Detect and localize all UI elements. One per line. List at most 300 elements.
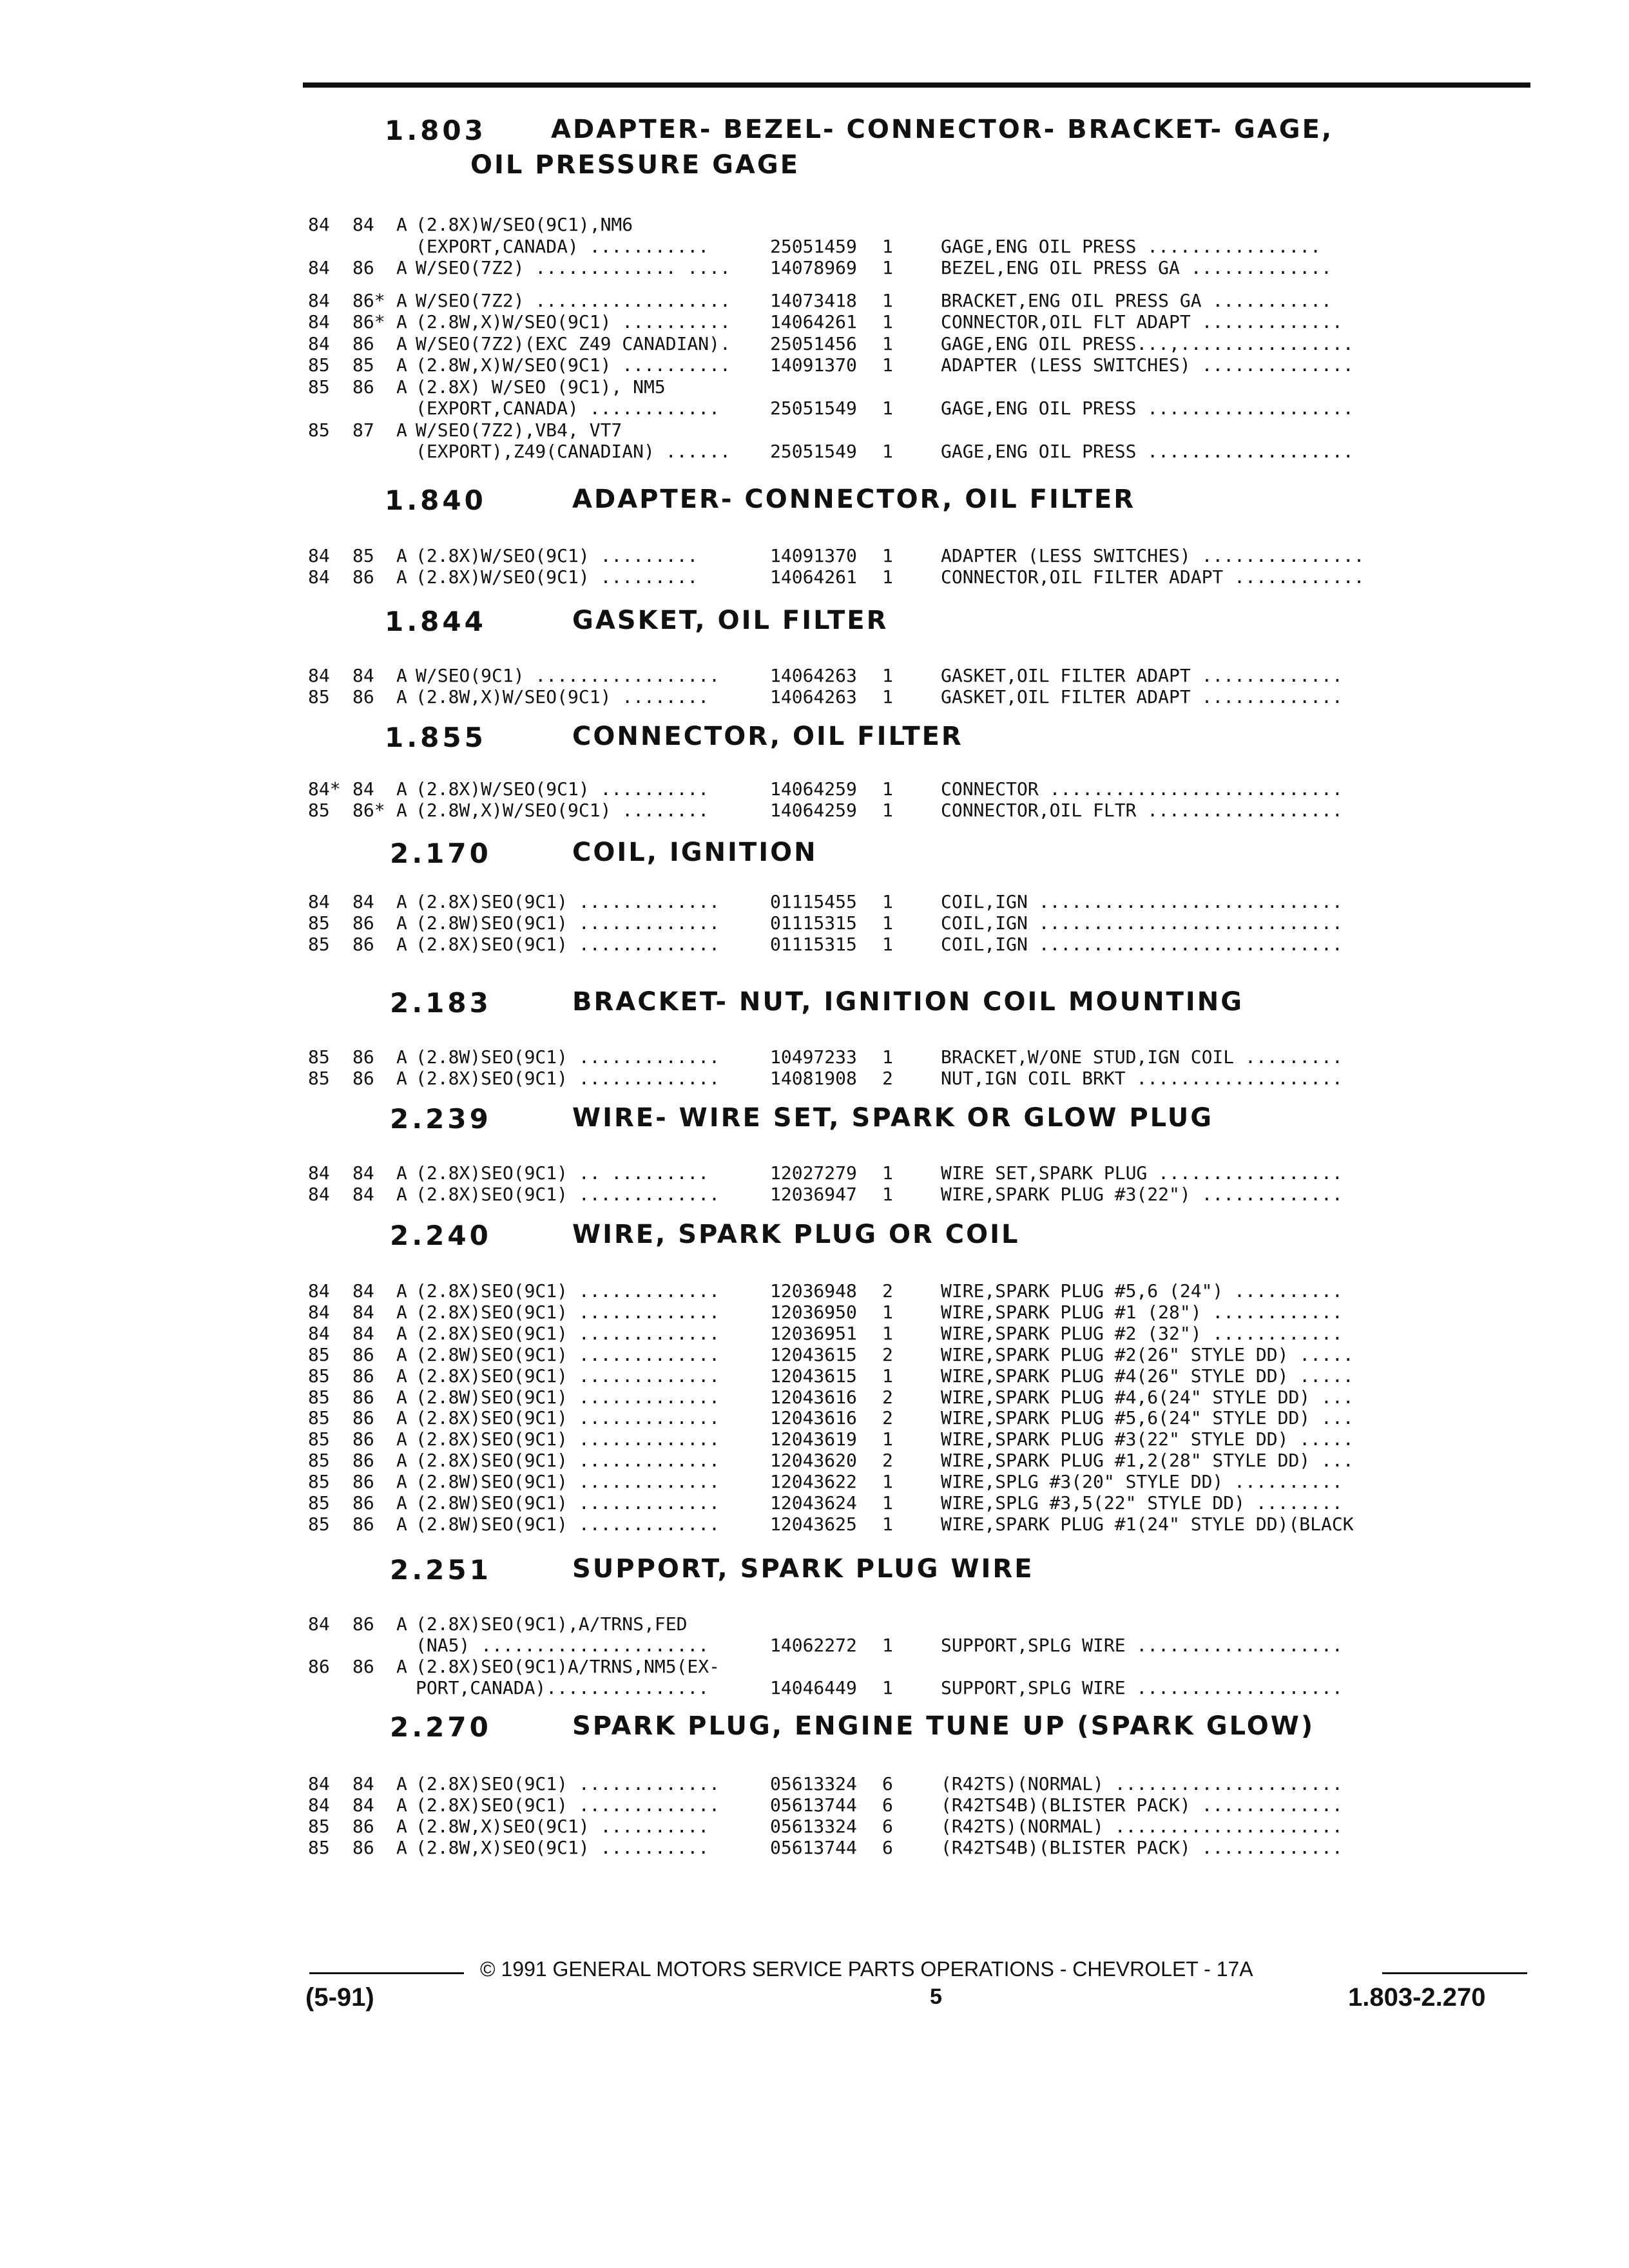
year-from: 84 xyxy=(308,1323,330,1344)
quantity: 1 xyxy=(882,912,893,934)
usage-code: A xyxy=(396,1794,407,1816)
parts-row xyxy=(0,291,1629,311)
section-number: 2.240 xyxy=(390,1220,492,1251)
parts-row xyxy=(0,312,1629,332)
part-name: WIRE,SPARK PLUG #5,6 (24") .......... xyxy=(941,1281,1343,1302)
year-from: 86 xyxy=(308,1656,330,1677)
year-from: 84 xyxy=(308,1773,330,1794)
usage-description: (2.8X)SEO(9C1),A/TRNS,FED xyxy=(416,1614,688,1635)
quantity: 2 xyxy=(882,1450,893,1471)
usage-description: (2.8X)SEO(9C1) ............. xyxy=(416,1302,720,1323)
part-number: 14064259 xyxy=(770,778,857,800)
quantity: 6 xyxy=(882,1837,893,1858)
quantity: 1 xyxy=(882,398,893,419)
usage-description: (2.8W,X)W/SEO(9C1) ........ xyxy=(416,687,709,707)
section-title: SUPPORT, SPARK PLUG WIRE xyxy=(572,1554,1034,1584)
parts-row xyxy=(0,1184,1629,1205)
part-number: 12043625 xyxy=(770,1514,857,1535)
parts-row xyxy=(0,1657,1629,1677)
year-from: 84 xyxy=(308,1302,330,1323)
usage-code: A xyxy=(396,665,407,686)
usage-description: (2.8W)SEO(9C1) ............. xyxy=(416,1345,720,1365)
quantity: 1 xyxy=(882,333,893,354)
usage-description: (2.8W,X)W/SEO(9C1) .......... xyxy=(416,312,731,332)
parts-row xyxy=(0,1678,1629,1698)
usage-code: A xyxy=(396,1613,407,1635)
part-number: 12043624 xyxy=(770,1492,857,1514)
part-name: CONNECTOR ........................... xyxy=(941,779,1343,800)
section-title: WIRE- WIRE SET, SPARK OR GLOW PLUG xyxy=(572,1103,1214,1133)
quantity: 1 xyxy=(882,778,893,800)
parts-row xyxy=(0,1366,1629,1387)
year-from: 85 xyxy=(308,1407,330,1428)
quantity: 1 xyxy=(882,665,893,686)
year-from: 85 xyxy=(308,1046,330,1068)
year-to: 86 xyxy=(352,376,374,398)
section-number: 2.239 xyxy=(390,1103,492,1135)
part-name: GASKET,OIL FILTER ADAPT ............. xyxy=(941,687,1343,707)
usage-code: A xyxy=(396,1837,407,1858)
usage-description: (2.8X)SEO(9C1) ............. xyxy=(416,1450,720,1471)
year-to: 86 xyxy=(352,1492,374,1514)
usage-description: (2.8W)SEO(9C1) ............. xyxy=(416,1472,720,1492)
usage-description: (2.8W)SEO(9C1) ............. xyxy=(416,1493,720,1514)
parts-row xyxy=(0,398,1629,419)
section-number: 1.803 xyxy=(385,115,487,146)
usage-description: W/SEO(7Z2)(EXC Z49 CANADIAN). xyxy=(416,334,731,354)
usage-code: A xyxy=(396,1280,407,1302)
parts-row xyxy=(0,1472,1629,1492)
usage-code: A xyxy=(396,1162,407,1184)
year-to: 84 xyxy=(352,1794,374,1816)
year-to: 86 xyxy=(352,566,374,588)
year-to: 85 xyxy=(352,354,374,376)
quantity: 1 xyxy=(882,1323,893,1344)
footer-rule-right xyxy=(1382,1972,1527,1974)
usage-code: A xyxy=(396,1471,407,1492)
usage-code: A xyxy=(396,1407,407,1428)
usage-description: (EXPORT,CANADA) ............ xyxy=(416,398,720,419)
year-to: 86 xyxy=(352,1387,374,1408)
part-name: BEZEL,ENG OIL PRESS GA ............. xyxy=(941,258,1332,278)
section-title: GASKET, OIL FILTER xyxy=(572,606,889,635)
year-to: 84 xyxy=(352,891,374,912)
usage-description: (2.8X)SEO(9C1) ............. xyxy=(416,1429,720,1450)
parts-row xyxy=(0,1408,1629,1428)
part-number: 01115455 xyxy=(770,891,857,912)
usage-code: A xyxy=(396,545,407,566)
usage-code: A xyxy=(396,419,407,441)
year-to: 84 xyxy=(352,778,374,800)
usage-description: (2.8X)SEO(9C1)A/TRNS,NM5(EX- xyxy=(416,1657,720,1677)
part-number: 12043616 xyxy=(770,1407,857,1428)
footer-date: (5-91) xyxy=(305,1983,374,2012)
part-number: 12043622 xyxy=(770,1471,857,1492)
part-number: 14064261 xyxy=(770,311,857,332)
year-to: 84 xyxy=(352,214,374,235)
year-from: 85 xyxy=(308,1428,330,1450)
usage-description: (2.8X)W/SEO(9C1),NM6 xyxy=(416,215,633,235)
year-to: 86 xyxy=(352,1046,374,1068)
year-to: 86 xyxy=(352,1613,374,1635)
part-name: BRACKET,ENG OIL PRESS GA ........... xyxy=(941,291,1332,311)
quantity: 1 xyxy=(882,1162,893,1184)
part-name: GAGE,ENG OIL PRESS ................ xyxy=(941,236,1322,257)
year-from: 84 xyxy=(308,1794,330,1816)
part-number: 10497233 xyxy=(770,1046,857,1068)
section-title: WIRE, SPARK PLUG OR COIL xyxy=(572,1220,1020,1249)
section-number: 2.270 xyxy=(390,1711,492,1743)
part-number: 05613744 xyxy=(770,1837,857,1858)
parts-row xyxy=(0,934,1629,955)
usage-code: A xyxy=(396,1344,407,1365)
part-number: 14091370 xyxy=(770,354,857,376)
parts-row xyxy=(0,1345,1629,1365)
section-title: ADAPTER- CONNECTOR, OIL FILTER xyxy=(572,485,1136,514)
usage-description: (2.8X)SEO(9C1) ............. xyxy=(416,934,720,955)
quantity: 1 xyxy=(882,1365,893,1387)
usage-description: (EXPORT),Z49(CANADIAN) ...... xyxy=(416,441,731,462)
part-number: 25051549 xyxy=(770,398,857,419)
part-number: 14078969 xyxy=(770,257,857,278)
year-to: 86 xyxy=(352,1365,374,1387)
year-from: 85 xyxy=(308,686,330,707)
part-number: 05613324 xyxy=(770,1816,857,1837)
part-number: 12027279 xyxy=(770,1162,857,1184)
year-to: 86 xyxy=(352,1656,374,1677)
quantity: 1 xyxy=(882,1184,893,1205)
year-to: 86 xyxy=(352,934,374,955)
usage-code: A xyxy=(396,912,407,934)
part-number: 25051459 xyxy=(770,236,857,257)
quantity: 6 xyxy=(882,1816,893,1837)
parts-row xyxy=(0,1047,1629,1068)
parts-row xyxy=(0,258,1629,278)
year-to: 86 xyxy=(352,912,374,934)
year-from: 84 xyxy=(308,1613,330,1635)
year-to: 84 xyxy=(352,1323,374,1344)
parts-row xyxy=(0,1816,1629,1837)
usage-code: A xyxy=(396,290,407,311)
part-name: WIRE,SPARK PLUG #3(22" STYLE DD) ..... xyxy=(941,1429,1354,1450)
part-name: COIL,IGN ............................ xyxy=(941,934,1343,955)
usage-description: (2.8W)SEO(9C1) ............. xyxy=(416,913,720,934)
part-number: 12043615 xyxy=(770,1344,857,1365)
quantity: 1 xyxy=(882,891,893,912)
year-to: 84 xyxy=(352,1302,374,1323)
part-number: 14062272 xyxy=(770,1635,857,1656)
year-to: 86 xyxy=(352,333,374,354)
usage-code: A xyxy=(396,333,407,354)
year-to: 86* xyxy=(352,290,385,311)
part-number: 14091370 xyxy=(770,545,857,566)
part-name: WIRE,SPLG #3(20" STYLE DD) .......... xyxy=(941,1472,1343,1492)
quantity: 1 xyxy=(882,1302,893,1323)
part-name: WIRE,SPARK PLUG #5,6(24" STYLE DD) ... xyxy=(941,1408,1354,1428)
year-from: 85 xyxy=(308,1514,330,1535)
usage-description: W/SEO(7Z2) ............. .... xyxy=(416,258,731,278)
parts-row xyxy=(0,1302,1629,1323)
part-name: WIRE,SPARK PLUG #4(26" STYLE DD) ..... xyxy=(941,1366,1354,1387)
quantity: 2 xyxy=(882,1280,893,1302)
footer-page-number: 5 xyxy=(930,1984,942,2009)
usage-description: (2.8W,X)SEO(9C1) .......... xyxy=(416,1838,709,1858)
part-number: 12043615 xyxy=(770,1365,857,1387)
usage-code: A xyxy=(396,1492,407,1514)
usage-code: A xyxy=(396,257,407,278)
year-to: 86 xyxy=(352,1816,374,1837)
part-number: 14081908 xyxy=(770,1068,857,1089)
part-name: SUPPORT,SPLG WIRE ................... xyxy=(941,1678,1343,1698)
year-to: 86 xyxy=(352,1450,374,1471)
usage-code: A xyxy=(396,1387,407,1408)
parts-row xyxy=(0,236,1629,257)
quantity: 6 xyxy=(882,1794,893,1816)
usage-description: (2.8W,X)W/SEO(9C1) .......... xyxy=(416,355,731,376)
year-from: 85 xyxy=(308,1816,330,1837)
year-to: 86 xyxy=(352,1428,374,1450)
quantity: 1 xyxy=(882,1514,893,1535)
usage-description: (2.8W)SEO(9C1) ............. xyxy=(416,1387,720,1408)
footer-range: 1.803-2.270 xyxy=(1348,1983,1486,2012)
usage-description: (2.8X)SEO(9C1) ............. xyxy=(416,1408,720,1428)
usage-code: A xyxy=(396,1428,407,1450)
year-from: 85 xyxy=(308,934,330,955)
part-name: (R42TS4B)(BLISTER PACK) ............. xyxy=(941,1838,1343,1858)
part-name: CONNECTOR,OIL FLTR .................. xyxy=(941,800,1343,821)
part-name: GAGE,ENG OIL PRESS ................... xyxy=(941,398,1354,419)
usage-code: A xyxy=(396,1656,407,1677)
usage-description: W/SEO(9C1) ................. xyxy=(416,666,720,686)
year-to: 86 xyxy=(352,1514,374,1535)
part-name: CONNECTOR,OIL FILTER ADAPT ............ xyxy=(941,567,1365,588)
parts-row xyxy=(0,666,1629,686)
parts-row xyxy=(0,546,1629,566)
part-name: NUT,IGN COIL BRKT ................... xyxy=(941,1068,1343,1089)
year-to: 85 xyxy=(352,545,374,566)
part-number: 12043616 xyxy=(770,1387,857,1408)
year-to: 86 xyxy=(352,686,374,707)
usage-description: (2.8X)SEO(9C1) .. ......... xyxy=(416,1163,709,1184)
parts-row xyxy=(0,1068,1629,1089)
part-number: 14064263 xyxy=(770,665,857,686)
quantity: 2 xyxy=(882,1068,893,1089)
usage-description: (2.8X) W/SEO (9C1), NM5 xyxy=(416,377,666,398)
section-title: BRACKET- NUT, IGNITION COIL MOUNTING xyxy=(572,987,1244,1017)
usage-description: (EXPORT,CANADA) ........... xyxy=(416,236,709,257)
part-name: CONNECTOR,OIL FLT ADAPT ............. xyxy=(941,312,1343,332)
usage-code: A xyxy=(396,311,407,332)
part-name: WIRE,SPARK PLUG #4,6(24" STYLE DD) ... xyxy=(941,1387,1354,1408)
part-name: GAGE,ENG OIL PRESS ................... xyxy=(941,441,1354,462)
quantity: 1 xyxy=(882,1046,893,1068)
quantity: 1 xyxy=(882,545,893,566)
parts-row xyxy=(0,215,1629,235)
parts-row xyxy=(0,567,1629,588)
parts-row xyxy=(0,420,1629,441)
year-from: 85 xyxy=(308,354,330,376)
quantity: 1 xyxy=(882,290,893,311)
usage-description: (2.8X)SEO(9C1) ............. xyxy=(416,1068,720,1089)
part-number: 14064259 xyxy=(770,800,857,821)
quantity: 6 xyxy=(882,1773,893,1794)
usage-code: A xyxy=(396,214,407,235)
part-number: 14046449 xyxy=(770,1677,857,1698)
year-from: 84 xyxy=(308,566,330,588)
part-name: WIRE,SPARK PLUG #1,2(28" STYLE DD) ... xyxy=(941,1450,1354,1471)
year-to: 86* xyxy=(352,311,385,332)
year-from: 85 xyxy=(308,1450,330,1471)
section-number: 1.855 xyxy=(385,722,487,753)
usage-description: (2.8X)SEO(9C1) ............. xyxy=(416,1184,720,1205)
usage-code: A xyxy=(396,1184,407,1205)
usage-code: A xyxy=(396,1514,407,1535)
year-from: 84 xyxy=(308,545,330,566)
usage-description: (2.8W)SEO(9C1) ............. xyxy=(416,1514,720,1535)
usage-code: A xyxy=(396,800,407,821)
part-name: BRACKET,W/ONE STUD,IGN COIL ......... xyxy=(941,1047,1343,1068)
parts-row xyxy=(0,687,1629,707)
part-number: 12036948 xyxy=(770,1280,857,1302)
parts-row xyxy=(0,1514,1629,1535)
quantity: 1 xyxy=(882,686,893,707)
usage-code: A xyxy=(396,1773,407,1794)
part-number: 12043619 xyxy=(770,1428,857,1450)
year-to: 86 xyxy=(352,1407,374,1428)
usage-description: (2.8X)SEO(9C1) ............. xyxy=(416,1795,720,1816)
quantity: 1 xyxy=(882,236,893,257)
parts-row xyxy=(0,441,1629,462)
part-name: (R42TS)(NORMAL) ..................... xyxy=(941,1774,1343,1794)
quantity: 1 xyxy=(882,934,893,955)
parts-row xyxy=(0,779,1629,800)
year-from: 85 xyxy=(308,1387,330,1408)
usage-description: (2.8W,X)SEO(9C1) .......... xyxy=(416,1816,709,1837)
part-number: 25051456 xyxy=(770,333,857,354)
year-from: 84 xyxy=(308,311,330,332)
usage-code: A xyxy=(396,1816,407,1837)
parts-row xyxy=(0,892,1629,912)
year-from: 84 xyxy=(308,333,330,354)
part-name: COIL,IGN ............................ xyxy=(941,913,1343,934)
usage-description: (2.8W)SEO(9C1) ............. xyxy=(416,1047,720,1068)
section-number: 2.251 xyxy=(390,1554,492,1586)
quantity: 2 xyxy=(882,1344,893,1365)
parts-row xyxy=(0,1281,1629,1302)
section-number: 1.844 xyxy=(385,606,487,637)
usage-code: A xyxy=(396,1323,407,1344)
year-to: 86 xyxy=(352,1837,374,1858)
quantity: 2 xyxy=(882,1407,893,1428)
part-number: 14064261 xyxy=(770,566,857,588)
year-from: 85 xyxy=(308,1344,330,1365)
usage-code: A xyxy=(396,1068,407,1089)
part-name: WIRE,SPARK PLUG #1(24" STYLE DD)(BLACK xyxy=(941,1514,1354,1535)
part-name: WIRE,SPARK PLUG #1 (28") ............ xyxy=(941,1302,1343,1323)
quantity: 1 xyxy=(882,354,893,376)
usage-description: (2.8X)SEO(9C1) ............. xyxy=(416,1281,720,1302)
usage-description: W/SEO(7Z2) .................. xyxy=(416,291,731,311)
year-to: 84 xyxy=(352,1280,374,1302)
year-from: 84 xyxy=(308,257,330,278)
year-to: 86 xyxy=(352,1471,374,1492)
usage-description: (2.8X)W/SEO(9C1) ......... xyxy=(416,546,699,566)
usage-code: A xyxy=(396,1046,407,1068)
part-number: 12036951 xyxy=(770,1323,857,1344)
section-number: 1.840 xyxy=(385,485,487,516)
year-to: 84 xyxy=(352,665,374,686)
usage-description: (2.8X)W/SEO(9C1) ......... xyxy=(416,567,699,588)
section-number: 2.170 xyxy=(390,838,492,869)
quantity: 1 xyxy=(882,1471,893,1492)
usage-description: (2.8X)W/SEO(9C1) .......... xyxy=(416,779,709,800)
usage-description: (NA5) ..................... xyxy=(416,1635,709,1656)
parts-row xyxy=(0,355,1629,376)
parts-row xyxy=(0,1493,1629,1514)
year-from: 84 xyxy=(308,1184,330,1205)
year-to: 84 xyxy=(352,1773,374,1794)
part-name: WIRE,SPARK PLUG #3(22") ............. xyxy=(941,1184,1343,1205)
year-from: 84 xyxy=(308,214,330,235)
part-number: 25051549 xyxy=(770,441,857,462)
parts-row xyxy=(0,913,1629,934)
usage-description: W/SEO(7Z2),VB4, VT7 xyxy=(416,420,622,441)
part-name: COIL,IGN ............................ xyxy=(941,892,1343,912)
usage-code: A xyxy=(396,778,407,800)
part-number: 01115315 xyxy=(770,934,857,955)
year-from: 84 xyxy=(308,665,330,686)
usage-description: (2.8W,X)W/SEO(9C1) ........ xyxy=(416,800,709,821)
quantity: 1 xyxy=(882,800,893,821)
usage-description: (2.8X)SEO(9C1) ............. xyxy=(416,892,720,912)
year-to: 86 xyxy=(352,1068,374,1089)
quantity: 1 xyxy=(882,441,893,462)
part-number: 14064263 xyxy=(770,686,857,707)
parts-row xyxy=(0,377,1629,398)
year-from: 84* xyxy=(308,778,341,800)
parts-row xyxy=(0,1795,1629,1816)
usage-code: A xyxy=(396,354,407,376)
usage-code: A xyxy=(396,934,407,955)
year-to: 86 xyxy=(352,257,374,278)
part-name: GAGE,ENG OIL PRESS...,................ xyxy=(941,334,1354,354)
year-from: 84 xyxy=(308,1280,330,1302)
part-number: 12036950 xyxy=(770,1302,857,1323)
year-from: 85 xyxy=(308,912,330,934)
parts-row xyxy=(0,1774,1629,1794)
section-title: COIL, IGNITION xyxy=(572,838,818,867)
year-from: 85 xyxy=(308,1837,330,1858)
year-from: 84 xyxy=(308,1162,330,1184)
part-name: WIRE,SPARK PLUG #2(26" STYLE DD) ..... xyxy=(941,1345,1354,1365)
quantity: 1 xyxy=(882,1492,893,1514)
year-to: 84 xyxy=(352,1184,374,1205)
usage-code: A xyxy=(396,1365,407,1387)
quantity: 1 xyxy=(882,1677,893,1698)
parts-row xyxy=(0,334,1629,354)
year-from: 84 xyxy=(308,290,330,311)
quantity: 2 xyxy=(882,1387,893,1408)
quantity: 1 xyxy=(882,1635,893,1656)
part-name: GASKET,OIL FILTER ADAPT ............. xyxy=(941,666,1343,686)
usage-code: A xyxy=(396,566,407,588)
section-title: CONNECTOR, OIL FILTER xyxy=(572,722,963,751)
part-number: 12043620 xyxy=(770,1450,857,1471)
part-name: WIRE SET,SPARK PLUG ................. xyxy=(941,1163,1343,1184)
year-to: 86* xyxy=(352,800,385,821)
year-from: 85 xyxy=(308,800,330,821)
part-name: WIRE,SPARK PLUG #2 (32") ............ xyxy=(941,1323,1343,1344)
